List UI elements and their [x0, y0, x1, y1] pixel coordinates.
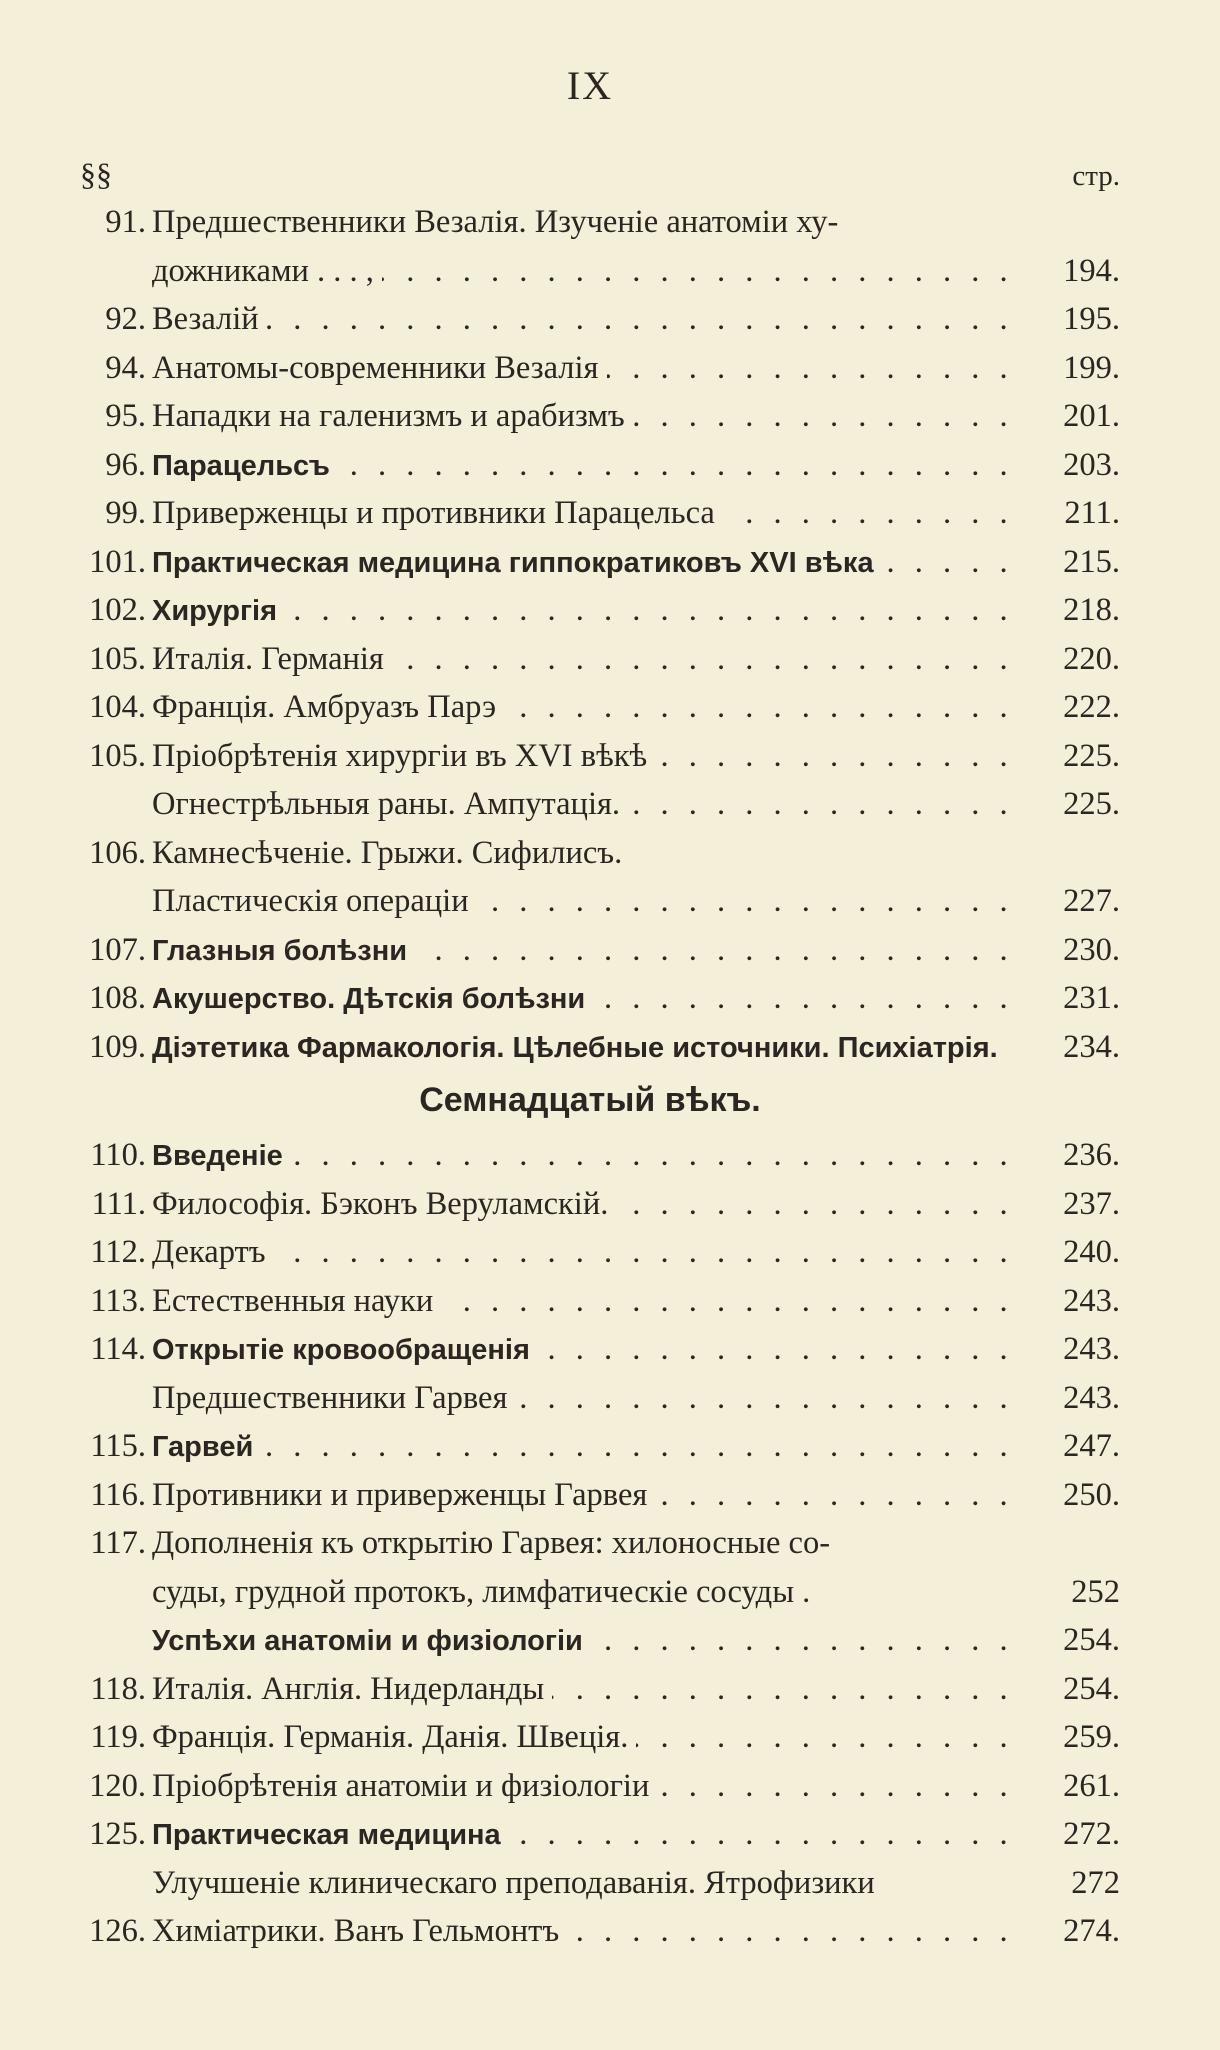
entry-number: 117. [90, 1525, 146, 1561]
entry-number: 111. [91, 1185, 146, 1222]
toc-entry [0, 586, 1220, 635]
entry-title-text: Франція. Германія. Данія. Швеція. [152, 1719, 636, 1755]
entry-title [152, 1616, 1027, 1665]
entry-title-text: Камнесѣченіе. Грыжи. Сифилисъ. [152, 835, 630, 871]
entry-page: 250. [1063, 1476, 1120, 1513]
entry-page: 225. [1063, 737, 1120, 774]
entry-title [152, 1471, 1027, 1519]
entry-title-text: Успѣхи анатоміи и физіологіи [152, 1625, 591, 1657]
entry-page: 254. [1063, 1622, 1120, 1658]
entry-number: 104. [89, 689, 146, 725]
entry-title-text: Практическая медицина гиппократиковъ XVI вѣка [152, 547, 882, 579]
entry-number: 106. [89, 834, 146, 871]
entry-title [152, 1810, 1027, 1859]
entry-page: 201. [1063, 398, 1120, 434]
toc-entry [0, 1859, 1220, 1908]
entry-title [152, 1762, 1027, 1810]
entry-page: 243. [1063, 1331, 1120, 1367]
entry-title [152, 247, 1027, 295]
toc-entry [0, 1023, 1220, 1072]
entry-number: 101. [89, 543, 146, 580]
entry-page: 243. [1063, 1379, 1120, 1416]
toc-entry [0, 732, 1220, 781]
entry-title-text: Предшественники Гарвея [152, 1380, 515, 1416]
entry-title [152, 1568, 1027, 1616]
entry-page: 254. [1063, 1670, 1120, 1707]
entry-page: 211. [1064, 495, 1120, 531]
toc-entry [0, 1131, 1220, 1180]
entry-number: 113. [90, 1282, 146, 1319]
entry-title-text: Дополненія къ открытію Гарвея: хилоносные со- [152, 1525, 838, 1561]
entry-title [152, 344, 1027, 392]
toc-entry [0, 974, 1220, 1023]
entry-title-text: Пріобрѣтенія анатоміи и физіологіи [152, 1768, 657, 1804]
entry-title-text: Парацельсъ [152, 450, 338, 482]
entry-title-text: Франція. Амбруазъ Парэ [152, 689, 504, 725]
entry-page: 218. [1063, 592, 1120, 628]
entry-number: 118. [90, 1670, 146, 1707]
entry-page: 231. [1063, 980, 1120, 1016]
entry-title-text: Хирургія [152, 595, 285, 627]
section-heading: Семнадцатый вѣкъ. [419, 1081, 761, 1119]
entry-title-text: Декартъ [152, 1234, 274, 1270]
entry-number: 114. [90, 1331, 146, 1367]
entry-title [152, 1713, 1027, 1761]
entry-title-text: Огнестрѣльныя раны. Ампутація. [152, 786, 628, 822]
entry-title [152, 1277, 1027, 1325]
toc-entry [0, 926, 1220, 975]
toc-entry [0, 635, 1220, 684]
entry-title [152, 1859, 1027, 1907]
toc-entry [0, 1422, 1220, 1471]
toc-entry [0, 780, 1220, 829]
toc-entry [0, 877, 1220, 926]
entry-number: 91. [105, 204, 146, 240]
entry-title [152, 1228, 1027, 1276]
toc-entry [0, 1325, 1220, 1374]
entry-page: 261. [1063, 1767, 1120, 1804]
entry-title [152, 926, 1027, 975]
entry-page: 222. [1063, 689, 1120, 725]
entry-page: 230. [1063, 931, 1120, 968]
entry-title-text: Улучшеніе клиническаго преподаванія. Ятрофизики [152, 1865, 883, 1901]
toc-entry [0, 295, 1220, 344]
entry-title [152, 877, 1027, 925]
entry-number: 94. [105, 349, 146, 386]
entry-page: 199. [1063, 349, 1120, 386]
entry-page: 203. [1063, 446, 1120, 483]
toc-entry [0, 829, 1220, 878]
entry-title [152, 1180, 1027, 1228]
entry-page: 243. [1063, 1282, 1120, 1319]
entry-title-text: Введеніе [152, 1140, 291, 1172]
entry-page: 240. [1063, 1234, 1120, 1270]
entry-title [152, 1131, 1027, 1180]
toc-entry [0, 1762, 1220, 1811]
entry-number: 96. [105, 446, 146, 483]
entry-title [152, 441, 1027, 490]
entry-title [152, 780, 1027, 828]
entry-number: 112. [90, 1234, 146, 1270]
toc-entry [0, 344, 1220, 393]
entry-title-text: Приверженцы и противники Парацельса [152, 495, 723, 531]
entry-number: 126. [89, 1913, 146, 1949]
entry-title [152, 1023, 1027, 1072]
entry-number: 108. [89, 980, 146, 1016]
page-column-label: стр. [1072, 160, 1120, 192]
toc-entry [0, 1568, 1220, 1617]
entry-title-text: Италія. Англія. Нидерланды [152, 1671, 552, 1707]
entry-number: 95. [105, 398, 146, 434]
entry-page: 220. [1063, 640, 1120, 677]
entry-title [152, 392, 1027, 440]
entry-title [152, 635, 1027, 683]
entry-title-text: Нападки на галенизмъ и арабизмъ [152, 398, 633, 434]
entry-page: 274. [1063, 1913, 1120, 1949]
entry-page: 234. [1063, 1028, 1120, 1065]
entry-number: 115. [90, 1428, 146, 1464]
entry-title [152, 683, 1027, 731]
toc-entry [0, 1180, 1220, 1229]
section-symbol: §§ [80, 156, 112, 192]
entry-title [152, 1665, 1027, 1713]
toc-entry [0, 1665, 1220, 1714]
entry-title [152, 586, 1027, 635]
entry-title [152, 732, 1027, 780]
toc-entry [0, 198, 1220, 247]
entry-title-text: Глазныя болѣзни [152, 935, 415, 967]
table-of-contents [0, 150, 1220, 1956]
toc-entry [0, 1228, 1220, 1277]
entry-title [152, 1519, 1027, 1567]
entry-page: 236. [1063, 1137, 1120, 1173]
entry-title-text: Пріобрѣтенія хирургіи въ XVI вѣкѣ [152, 738, 655, 774]
entry-page: 247. [1063, 1428, 1120, 1464]
entry-title [152, 198, 1027, 246]
entry-number: 119. [90, 1719, 146, 1755]
entry-title-text: Гарвей [152, 1431, 261, 1463]
toc-entry [0, 489, 1220, 538]
entry-title-text: Предшественники Везалія. Изученіе анатоміи ху- [152, 204, 846, 240]
toc-entry [0, 247, 1220, 296]
entry-page: 259. [1063, 1719, 1120, 1755]
entry-page: 215. [1063, 543, 1120, 580]
entry-number: 110. [90, 1137, 146, 1173]
entry-title-text: Открытіе кровообращенія [152, 1334, 538, 1366]
entry-number: 102. [89, 592, 146, 628]
entry-title-text: Практическая медицина [152, 1819, 509, 1851]
entry-number: 107. [89, 931, 146, 968]
toc-list-17th-century [0, 1131, 1220, 1956]
entry-number: 99. [105, 495, 146, 531]
toc-list-16th-century [0, 198, 1220, 1071]
entry-page: 252 [1071, 1573, 1120, 1610]
entry-number: 92. [105, 301, 146, 337]
entry-title [152, 1374, 1027, 1422]
entry-title [152, 974, 1027, 1023]
entry-title [152, 829, 1027, 877]
entry-title-text: Естественныя науки [152, 1283, 441, 1319]
entry-title [152, 1325, 1027, 1374]
entry-title [152, 489, 1027, 537]
entry-number: 105. [89, 737, 146, 774]
entry-title [152, 1907, 1027, 1955]
entry-page: 237. [1063, 1185, 1120, 1222]
entry-title-text: Пластическія операціи [152, 883, 477, 919]
toc-entry [0, 1519, 1220, 1568]
toc-entry [0, 1810, 1220, 1859]
entry-page: 195. [1063, 301, 1120, 337]
entry-title [152, 1422, 1027, 1471]
entry-title-text: дожниками . . . , [152, 253, 382, 289]
toc-entry [0, 1277, 1220, 1326]
toc-entry [0, 1907, 1220, 1956]
entry-title-text: Анатомы-современники Везалія [152, 350, 607, 386]
entry-page: 272 [1071, 1864, 1120, 1901]
toc-entry [0, 1616, 1220, 1665]
entry-title-text: суды, грудной протокъ, лимфатическіе сосуды . [152, 1574, 818, 1610]
page-number: IX [566, 63, 614, 108]
toc-entry [0, 392, 1220, 441]
toc-entry [0, 441, 1220, 490]
entry-title-text: Діэтетика Фармакологія. Цѣлебные источники. Психіатрія. [152, 1032, 1006, 1064]
toc-entry [0, 1713, 1220, 1762]
entry-title-text: Акушерство. Дѣтскія болѣзни [152, 983, 593, 1015]
entry-title [152, 295, 1027, 343]
entry-page: 227. [1063, 883, 1120, 919]
entry-title-text: Противники и приверженцы Гарвея [152, 1477, 655, 1513]
entry-number: 109. [89, 1028, 146, 1065]
entry-number: 116. [90, 1476, 146, 1513]
entry-title-text: Италія. Германія [152, 641, 392, 677]
entry-title [152, 538, 1027, 587]
entry-number: 125. [89, 1816, 146, 1852]
entry-number: 105. [89, 640, 146, 677]
entry-page: 194. [1063, 252, 1120, 289]
entry-title-text: Химіатрики. Ванъ Гельмонтъ [152, 1913, 567, 1949]
toc-entry [0, 1374, 1220, 1423]
entry-title-text: Философія. Бэконъ Веруламскій. [152, 1186, 616, 1222]
entry-page: 225. [1063, 786, 1120, 822]
toc-entry [0, 538, 1220, 587]
entry-page: 272. [1063, 1816, 1120, 1852]
toc-header [0, 150, 1220, 198]
toc-entry [0, 683, 1220, 732]
entry-number: 120. [89, 1767, 146, 1804]
entry-title-text: Везалій [152, 301, 267, 337]
toc-entry [0, 1471, 1220, 1520]
